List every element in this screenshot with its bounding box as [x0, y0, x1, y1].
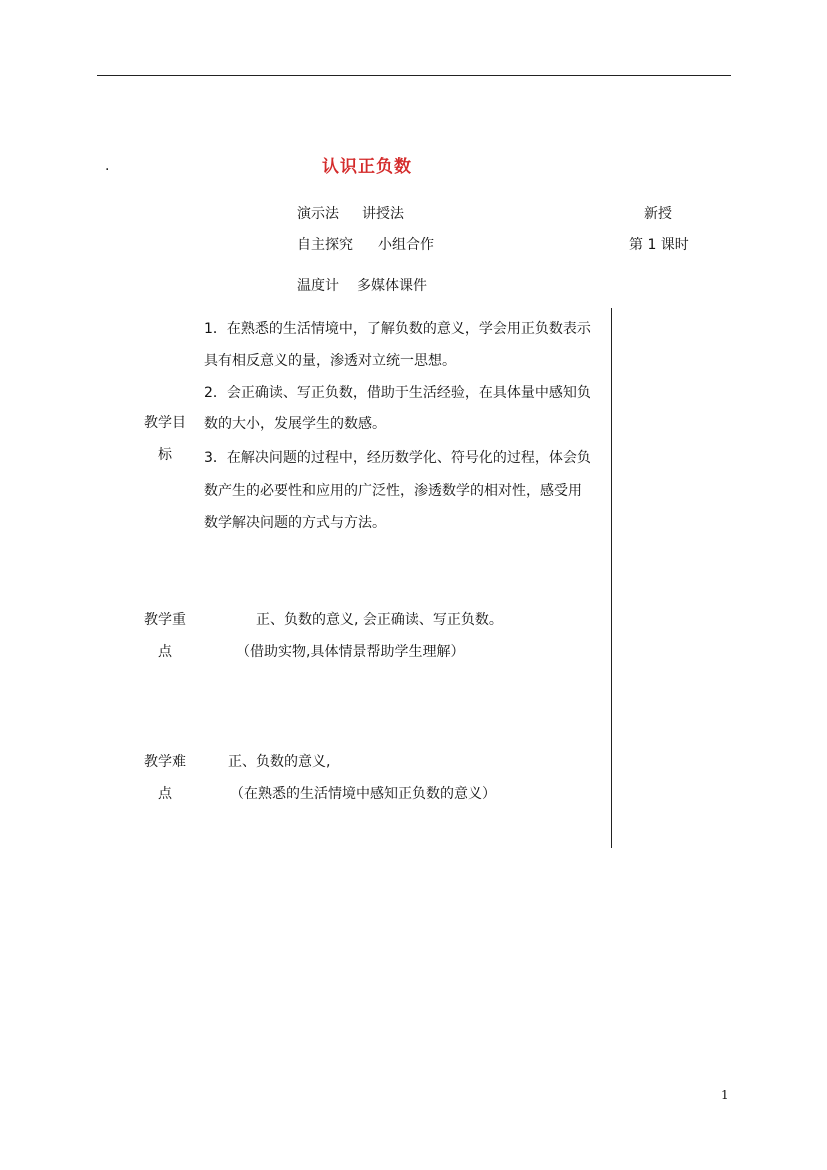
method-self-study: 自主探究: [297, 237, 353, 253]
objectives-label-line2: 标: [158, 447, 172, 463]
header-rule: [97, 75, 731, 76]
objective-line: 数学解决问题的方式与方法。: [204, 515, 386, 531]
objectives-label-line1: 教学目: [144, 415, 186, 431]
objective-line: 数产生的必要性和应用的广泛性，渗透数学的相对性，感受用: [204, 483, 582, 499]
objective-line: 具有相反意义的量，渗透对立统一思想。: [204, 353, 456, 369]
table-column-rule: [611, 308, 612, 848]
tool-multimedia: 多媒体课件: [357, 278, 427, 294]
tool-thermometer: 温度计: [297, 278, 339, 294]
objective-line: 2．会正确读、写正负数，借助于生活经验，在具体量中感知负: [204, 385, 591, 401]
key-points-label-line2: 点: [158, 644, 172, 660]
header-dot: .: [105, 158, 110, 174]
page-number: 1: [721, 1088, 729, 1102]
page-title: 认识正负数: [322, 157, 412, 177]
method-demo: 演示法: [297, 206, 339, 222]
objective-line: 3．在解决问题的过程中，经历数学化、符号化的过程，体会负: [204, 450, 591, 466]
method-group-work: 小组合作: [378, 237, 434, 253]
difficulties-line2: （在熟悉的生活情境中感知正负数的意义）: [230, 786, 496, 802]
difficulties-label-line2: 点: [158, 786, 172, 802]
objective-line: 数的大小，发展学生的数感。: [204, 416, 386, 432]
key-points-line2: （借助实物,具体情景帮助学生理解）: [236, 644, 465, 660]
lesson-type: 新授: [644, 206, 672, 222]
method-lecture: 讲授法: [362, 206, 404, 222]
difficulties-label-line1: 教学难: [144, 754, 186, 770]
key-points-label-line1: 教学重: [144, 612, 186, 628]
lesson-period: 第 1 课时: [629, 237, 689, 253]
key-points-line1: 正、负数的意义, 会正确读、写正负数。: [256, 612, 503, 628]
objective-line: 1．在熟悉的生活情境中，了解负数的意义，学会用正负数表示: [204, 321, 591, 337]
difficulties-line1: 正、负数的意义,: [228, 754, 331, 770]
